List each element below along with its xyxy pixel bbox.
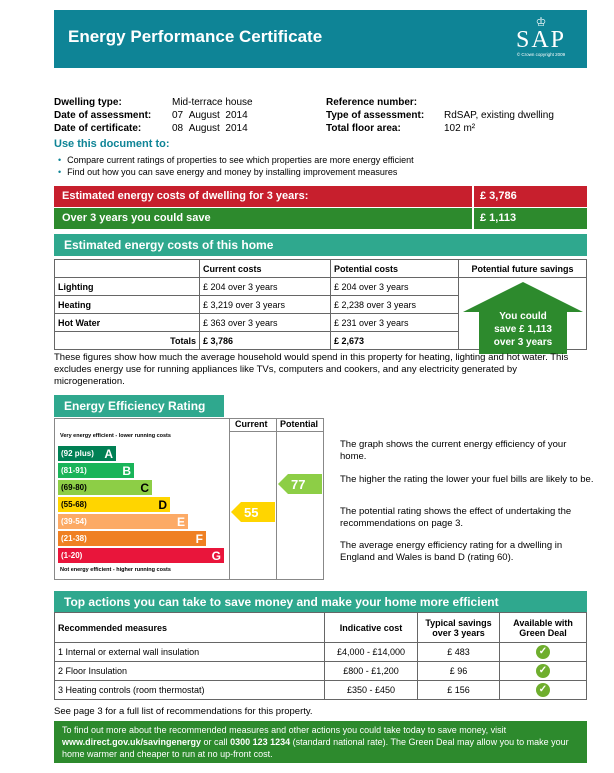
current-rating: 55 bbox=[244, 505, 259, 520]
sap-logo: ♔ SAP © Crown copyright 2009 bbox=[503, 16, 579, 64]
bottom-caption: Not energy efficient - higher running costs bbox=[60, 567, 171, 573]
eer-band-d: (55-68) D bbox=[58, 497, 170, 512]
actions-section-header: Top actions you can take to save money and make your home more efficient bbox=[54, 591, 587, 613]
check-icon: ✓ bbox=[536, 664, 550, 678]
eer-band-g: (1-20) G bbox=[58, 548, 224, 563]
costs-section-header: Estimated energy costs of this home bbox=[54, 234, 587, 256]
eer-band-f: (21-38) F bbox=[58, 531, 206, 546]
list-item: • Find out how you can save energy and money by installing improvement measures bbox=[58, 167, 398, 177]
footer-info: To find out more about the recommended measures and other actions you could take today to save money, visit www.direct.gov.uk/savingenergy or call 0300 123 1234 (standard national rate). The Green Deal may allow you to make your home warmer and cheaper to run at no up-front cost. bbox=[54, 721, 587, 763]
eer-text-4: The average energy efficiency rating for a dwelling in England and Wales is band D (rating 60). bbox=[340, 540, 563, 563]
list-item: • Compare current ratings of properties to see which properties are more energy efficient bbox=[58, 155, 414, 165]
dwelling-info-left: Dwelling type: Mid-terrace house Date of assessment: 07 August 2014 Date of certificate: 08 August 2014 bbox=[54, 97, 253, 134]
phone-number: 0300 123 1234 bbox=[230, 737, 291, 747]
eer-band-e: (39-54) E bbox=[58, 514, 188, 529]
table-row: Totals £ 3,786 £ 2,673 bbox=[55, 332, 587, 350]
savings-bar: Over 3 years you could save £ 1,113 bbox=[54, 208, 587, 229]
eer-band-b: (81-91) B bbox=[58, 463, 134, 478]
top-caption: Very energy efficient - lower running costs bbox=[60, 433, 171, 439]
see-page-note: See page 3 for a full list of recommendations for this property. bbox=[54, 706, 313, 717]
savingenergy-link[interactable]: www.direct.gov.uk/savingenergy bbox=[62, 737, 202, 747]
check-icon: ✓ bbox=[536, 645, 550, 659]
potential-rating: 77 bbox=[291, 477, 306, 492]
eer-text-1: The graph shows the current energy efficiency of your home. bbox=[340, 439, 567, 462]
eer-band-a: (92 plus) A bbox=[58, 446, 116, 461]
epc-header bbox=[54, 10, 587, 68]
table-row: Hot Water £ 363 over 3 years £ 231 over 3 years bbox=[55, 314, 587, 332]
potential-header: Potential bbox=[280, 419, 319, 429]
current-header: Current bbox=[235, 419, 268, 429]
table-row: Heating £ 3,219 over 3 years £ 2,238 over 3 years bbox=[55, 296, 587, 314]
savings-arrow-cell: You could save £ 1,113 over 3 years bbox=[459, 278, 587, 350]
table-row: 2 Floor Insulation £800 - £1,200 £ 96 ✓ bbox=[55, 662, 587, 681]
check-icon: ✓ bbox=[536, 683, 550, 697]
costs-note: These figures show how much the average household would spend in this property for heating, lighting and hot water. This excludes energy use for running appliances like TVs, computers and cookers, and any electricity generated by microgeneration. bbox=[54, 352, 569, 387]
actions-table: Recommended measures Indicative cost Typical savings over 3 years Available with Green Deal 1 Internal or external wall insulation £4,000 - £14,000 £ 483 ✓ 2 Floor Insulation £800 - £1,200 £ 96 ✓ 3 Heating controls (room thermostat) £350 - £450 £ 156 ✓ bbox=[54, 612, 587, 700]
dwelling-info-right: Reference number: Type of assessment: RdSAP, existing dwelling Total floor area: 102 m² bbox=[326, 97, 554, 134]
eer-band-c: (69-80) C bbox=[58, 480, 152, 495]
table-row: Lighting £ 204 over 3 years £ 204 over 3 years You could save £ 1,113 over 3 years bbox=[55, 278, 587, 296]
page-title: Energy Performance Certificate bbox=[68, 27, 323, 46]
crown-icon: ♔ bbox=[535, 15, 547, 29]
use-title: Use this document to: bbox=[54, 138, 170, 150]
use-list bbox=[58, 154, 414, 178]
eer-section-header: Energy Efficiency Rating bbox=[54, 395, 224, 417]
costs-table: Current costs Potential costs Potential future savings Lighting £ 204 over 3 years £ 204 over 3 years You could save £ 1,113 over 3 years Heating £ 3,219 over 3 years £ 2,238 over 3 years Hot Water £ 363 over 3 years £ 231 over 3 years Totals £ 3,786 £ 2,673 bbox=[54, 259, 587, 350]
table-row: 1 Internal or external wall insulation £4,000 - £14,000 £ 483 ✓ bbox=[55, 643, 587, 662]
eer-text-3: The potential rating shows the effect of undertaking the recommendations on page 3. bbox=[340, 506, 572, 529]
eer-text-2: The higher the rating the lower your fuel bills are likely to be. bbox=[340, 474, 594, 485]
table-row: 3 Heating controls (room thermostat) £350 - £450 £ 156 ✓ bbox=[55, 681, 587, 700]
estimated-costs-bar: Estimated energy costs of dwelling for 3 years: £ 3,786 bbox=[54, 186, 587, 207]
